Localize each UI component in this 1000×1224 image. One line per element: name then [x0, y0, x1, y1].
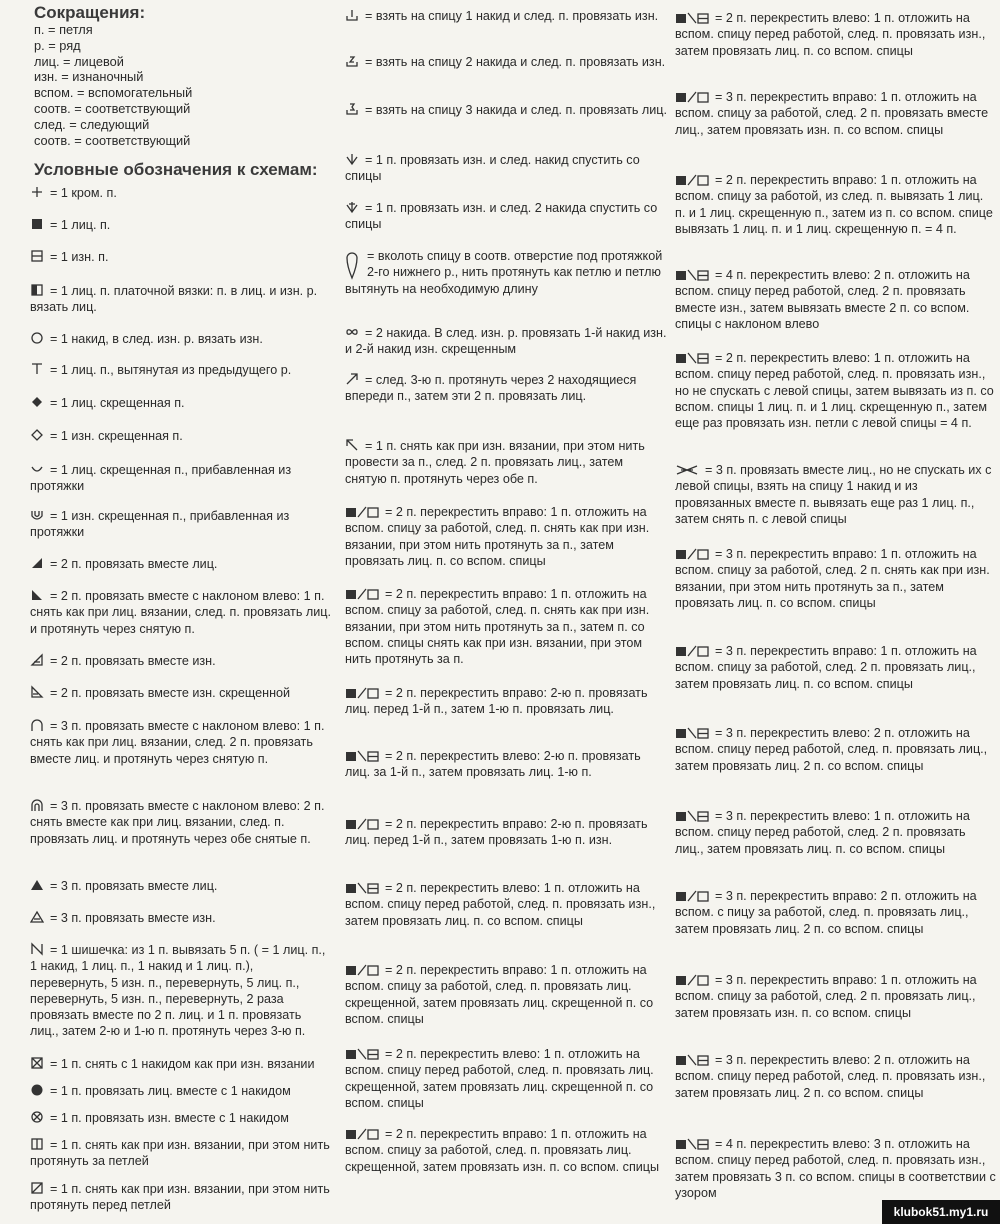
double-cup-icon: [30, 508, 44, 522]
legend-entry-text: = 1 лиц. п.: [50, 218, 111, 232]
legend-entry: [30, 362, 331, 378]
black-diamond-icon: [30, 395, 44, 409]
double-arch-icon: [30, 798, 44, 812]
legend-entry-text: = 1 накид, в след. изн. р. вязать изн.: [50, 332, 263, 346]
legend-entry-text: = 1 п. провязать изн. вместе с 1 накидом: [50, 1111, 289, 1125]
legend-entry-text: = 2 п. провязать вместе с наклоном влево: 1 п. снять как при лиц. вязании, след. п. провязать лиц. и протянуть через снятую п.: [30, 589, 331, 636]
legend-entry-text: = 3 п. перекрестить вправо: 1 п. отложить на вспом. спицу за работой, след. 2 п. провязать вместе лиц., затем провязать изн. п. со вспом. спицы: [675, 90, 989, 137]
cup-icon: [30, 462, 44, 476]
watermark: klubok51.my1.ru: [882, 1200, 1000, 1224]
legend-entry-text: = 1 лиц. п., вытянутая из предыдущего р.: [50, 363, 292, 377]
black-right-triangle-icon: [30, 556, 44, 570]
legend-entry: [30, 331, 331, 347]
abbreviation-item: след. = следующий: [34, 116, 150, 132]
legend-entry: [30, 217, 331, 233]
abbreviations-list: [34, 22, 192, 148]
legend-entry: [675, 888, 997, 937]
cross-left-icon: [675, 727, 709, 739]
legend-entry-text: = 2 п. перекрестить вправо: 1 п. отложить на вспом. спицу за работой, из след. п. вывязать 1 лиц. п. и 1 лиц. скрещенную п., затем из п. со вспом. спице вывязать 1 лиц. п. и 1 лиц. скрещенную п. = 4 п.: [675, 173, 993, 236]
legend-entry-text: = 2 п. перекрестить влево: 1 п. отложить на вспом. спицу перед работой, след. п. провязать изн., затем провязать лиц. п. со вспом. спицы: [345, 881, 656, 928]
legend-entry-text: = 2 п. перекрестить влево: 1 п. отложить на вспом. спицу перед работой, след. п. провязать изн., но не спускать с левой спицы, затем вывязать из п. со вспом. спицы 1 лиц. п. и 1 лиц. скрещенную п., затем еще раз провязать изн. петли с левой спицы = 4 п.: [675, 351, 994, 431]
cross-right-icon: [345, 588, 379, 600]
cross-right-icon: [345, 964, 379, 976]
legend-entry: [30, 1181, 331, 1214]
cross-right-icon: [675, 645, 709, 657]
legend-entry: [345, 152, 667, 185]
legend-entry-text: = 1 шишечка: из 1 п. вывязать 5 п. ( = 1 лиц. п., 1 накид, 1 лиц. п., 1 накид и 1 лиц. п.), перевернуть, 5 изн. п., перевернуть, 5 лиц. п., перевернуть, 5 изн. п., перевернуть, 2 раза провязать вместе по 2 п. лиц. и 1 п. провязать лиц., затем 2-ю и 1-ю п. протянуть через 3-ю п.: [30, 943, 326, 1039]
legend-entry-text: = 3 п. перекрестить вправо: 1 п. отложить на вспом. спицу за работой, след. 2 п. снять как при изн. вязании, при этом нить протянуть за п., затем провязать лиц. п. со вспом. спицы: [675, 547, 990, 610]
cross-left-icon: [675, 1054, 709, 1066]
legend-entry-text: = 2 п. перекрестить влево: 2-ю п. провязать лиц. за 1-й п., затем провязать лиц. 1-ю п.: [345, 749, 641, 780]
legend-entry: [30, 508, 331, 541]
legend-entry-text: = 1 п. провязать лиц. вместе с 1 накидом: [50, 1084, 291, 1098]
legend-entry-text: = 3 п. провязать вместе с наклоном влево: 1 п. снять как при лиц. вязании, след. 2 п. провязать вместе лиц. и протянуть через снятую п.: [30, 719, 325, 766]
legend-entry: [675, 172, 997, 237]
cross-right-icon: [675, 890, 709, 902]
legend-entry-text: = 3 п. перекрестить влево: 1 п. отложить на вспом. спицу перед работой, след. 2 п. провязать лиц., затем провязать лиц. п. со вспом. спицы: [675, 809, 970, 856]
white-right-triangle-icon: [30, 653, 44, 667]
arch-icon: [30, 718, 44, 732]
legend-entry-text: = 3 п. провязать вместе лиц., но не спускать их с левой спицы, взять на спицу 1 накид и из провязанных вместе п. вывязать еще раз 1 лиц. п., затем снять п. с левой спицы: [675, 463, 992, 526]
legend-entry-text: = вколоть спицу в соотв. отверстие под протяжкой 2-го нижнего р., нить протянуть как петлю и петлю вытянуть на необходимую длину: [345, 249, 663, 296]
cross-left-icon: [675, 810, 709, 822]
legend-entry-text: = 1 лиц. скрещенная п., прибавленная из протяжки: [30, 463, 292, 494]
legend-entry: [345, 880, 667, 929]
abbreviation-item: изн. = изнаночный: [34, 69, 144, 85]
cross-right-icon: [345, 818, 379, 830]
take-1-yo-icon: [345, 8, 359, 22]
cross-left-icon: [345, 750, 379, 762]
black-left-triangle-icon: [30, 588, 44, 602]
legend-entry: [345, 8, 667, 24]
legend-entry: [345, 200, 667, 233]
legend-entry: [675, 462, 997, 527]
legend-title: Условные обозначения к схемам:: [34, 160, 318, 179]
cross-right-icon: [675, 974, 709, 986]
bobble-icon: [30, 942, 44, 956]
legend-entry: [345, 438, 667, 487]
legend-entry-text: = 2 п. перекрестить вправо: 2-ю п. провязать лиц. перед 1-й п., затем провязать 1-ю п. изн.: [345, 817, 648, 848]
arrow-nw-icon: [345, 438, 359, 452]
cross-left-icon: [345, 882, 379, 894]
cross-left-icon: [675, 352, 709, 364]
abbreviation-item: лиц. = лицевой: [34, 53, 124, 69]
legend-entry: [345, 54, 667, 70]
legend-entry: [345, 748, 667, 781]
legend-entry-text: = 3 п. провязать вместе лиц.: [50, 879, 218, 893]
x-square-icon: [30, 1056, 44, 1070]
legend-entry: [30, 878, 331, 894]
abbreviation-item: вспом. = вспомогательный: [34, 85, 193, 101]
legend-entry: [675, 972, 997, 1021]
legend-entry-text: = 3 п. перекрестить влево: 2 п. отложить на вспом. спицу перед работой, след. п. провязать лиц., затем провязать лиц. 2 п. со вспом. спицы: [675, 726, 988, 773]
legend-entry-text: = 2 п. перекрестить вправо: 1 п. отложить на вспом. спицу за работой, след. п. снять как при изн. вязании, при этом нить протянуть за п., затем п. со вспом. спицы снять как при изн. вязании, при этом нить протянуть за п.: [345, 587, 650, 667]
legend-entry: [30, 653, 331, 669]
legend-entry: [345, 1126, 667, 1175]
legend-entry: [345, 586, 667, 667]
legend-entry-text: = 1 п. снять с 1 накидом как при изн. вязании: [50, 1057, 315, 1071]
legend-entry: [30, 1137, 331, 1170]
legend-entry: [345, 1046, 667, 1111]
legend-entry: [30, 910, 331, 926]
t-icon: [30, 362, 44, 376]
legend-entry: [30, 249, 331, 265]
legend-entry: [30, 462, 331, 495]
take-2-yo-icon: [345, 54, 359, 68]
abbreviation-item: соотв. = соответствующий: [34, 132, 191, 148]
white-diamond-icon: [30, 428, 44, 442]
legend-entry: [30, 185, 331, 201]
cross-x-icon: [675, 464, 699, 476]
take-3-yo-icon: [345, 102, 359, 116]
legend-entry: [30, 798, 331, 847]
legend-entry: [345, 372, 667, 405]
legend-entry: [675, 1052, 997, 1101]
legend-entry-text: = 1 лиц. скрещенная п.: [50, 396, 185, 410]
black-triangle-icon: [30, 878, 44, 892]
abbreviation-item: р. = ряд: [34, 37, 81, 53]
legend-entry: [30, 1056, 331, 1072]
legend-entry-text: = 2 п. перекрестить влево: 1 п. отложить на вспом. спицу перед работой, след. п. провязать изн., затем провязать лиц. п. со вспом. спицы: [675, 11, 986, 58]
legend-entry-text: = взять на спицу 3 накида и след. п. провязать лиц.: [365, 103, 667, 117]
legend-entry: [675, 643, 997, 692]
legend-entry: [675, 10, 997, 59]
legend-entry: [675, 350, 997, 431]
legend-entry-text: = 3 п. провязать вместе с наклоном влево: 2 п. снять вместе как при лиц. вязании, след. п. провязать лиц. и протянуть через обе снятые п.: [30, 799, 325, 846]
cross-left-icon: [345, 1048, 379, 1060]
legend-entry: [30, 1110, 331, 1126]
drop-2-icon: [345, 200, 359, 214]
legend-entry-text: = 2 п. перекрестить вправо: 2-ю п. провязать лиц. перед 1-й п., затем 1-ю п. провязать лиц.: [345, 686, 648, 717]
abbreviations-block: [34, 3, 192, 148]
infinity-icon: [345, 325, 359, 339]
abbreviations-title: Сокращения:: [34, 3, 146, 22]
legend-entry: [30, 556, 331, 572]
legend-entry: [675, 546, 997, 611]
plus-icon: [30, 185, 44, 199]
legend-entry-text: = 1 п. снять как при изн. вязании, при этом нить протянуть за петлей: [30, 1138, 330, 1169]
legend-entry-text: = взять на спицу 2 накида и след. п. провязать изн.: [365, 55, 666, 69]
white-left-triangle-icon: [30, 685, 44, 699]
white-triangle-icon: [30, 910, 44, 924]
legend-entry: [675, 808, 997, 857]
legend-entry: [345, 325, 667, 358]
legend-entry-text: = 1 изн. скрещенная п., прибавленная из протяжки: [30, 509, 290, 540]
legend-entry-text: = 1 изн. скрещенная п.: [50, 429, 183, 443]
cross-left-icon: [675, 12, 709, 24]
legend-entry: [345, 248, 667, 297]
legend-entry-text: = 2 п. провязать вместе лиц.: [50, 557, 218, 571]
drop-1-icon: [345, 152, 359, 166]
legend-entry-text: = 2 п. провязать вместе изн.: [50, 654, 216, 668]
legend-entry-text: = 3 п. перекрестить влево: 2 п. отложить на вспом. спицу перед работой, след. п. провязать изн., затем провязать лиц. 2 п. со вспом. спицы: [675, 1053, 986, 1100]
legend-entry-text: = 1 изн. п.: [50, 250, 109, 264]
cross-right-icon: [675, 91, 709, 103]
abbreviation-item: соотв. = соответствующий: [34, 100, 191, 116]
legend-entry: [675, 89, 997, 138]
legend-entry-text: = след. 3-ю п. протянуть через 2 находящиеся впереди п., затем эти 2 п. провязать лиц.: [345, 373, 637, 404]
legend-entry-text: = 2 п. перекрестить вправо: 1 п. отложить на вспом. спицу за работой, след. п. провязать лиц. скрещенной, затем провязать изн. п. со вспом. спицы: [345, 1127, 660, 1174]
legend-entry: [30, 685, 331, 701]
legend-entry: [30, 428, 331, 444]
legend-entry: [675, 1136, 997, 1201]
legend-entry-text: = 2 накида. В след. изн. р. провязать 1-й накид изн. и 2-й накид изн. скрещенным: [345, 326, 667, 357]
cross-right-icon: [345, 687, 379, 699]
x-circle-icon: [30, 1110, 44, 1124]
arrow-ne-icon: [345, 372, 359, 386]
legend-entry: [675, 725, 997, 774]
legend-entry-text: = 2 п. перекрестить влево: 1 п. отложить на вспом. спицу перед работой, след. п. провязать лиц. скрещенной, затем провязать лиц. скрещенной п. со вспом. спицы: [345, 1047, 654, 1110]
circle-icon: [30, 331, 44, 345]
legend-entry: [30, 942, 331, 1040]
cross-right-icon: [675, 174, 709, 186]
legend-entry-text: = 1 п. снять как при изн. вязании, при этом нить протянуть перед петлей: [30, 1182, 330, 1213]
legend-entry-text: = 4 п. перекрестить влево: 3 п. отложить на вспом. спицу перед работой, след. п. провязать изн., затем провязать 3 п. со вспом. спицы в соответствии с узором: [675, 1137, 996, 1200]
legend-entry-text: = 2 п. перекрестить вправо: 1 п. отложить на вспом. спицу за работой, след. п. снять как при изн. вязании, при этом нить протянуть за п., затем провязать лиц. п. со вспом. спицы: [345, 505, 650, 568]
legend-entry-text: = 3 п. провязать вместе изн.: [50, 911, 216, 925]
cross-right-icon: [675, 548, 709, 560]
legend-entry-text: = 1 кром. п.: [50, 186, 117, 200]
legend-entry-text: = 2 п. перекрестить вправо: 1 п. отложить на вспом. спицу за работой, след. п. провязать лиц. скрещенной, затем провязать лиц. скрещенной п. со вспом. спицы: [345, 963, 654, 1026]
legend-entry: [30, 395, 331, 411]
legend-entry: [30, 718, 331, 767]
legend-entry: [345, 816, 667, 849]
legend-entry: [345, 685, 667, 718]
black-circle-icon: [30, 1083, 44, 1097]
legend-entry-text: = 1 лиц. п. платочной вязки: п. в лиц. и изн. р. вязать лиц.: [30, 284, 318, 315]
cross-left-icon: [675, 269, 709, 281]
legend-entry-text: = 3 п. перекрестить вправо: 1 п. отложить на вспом. спицу за работой, след. 2 п. провязать лиц., затем провязать изн. п. со вспом. спицы: [675, 973, 977, 1020]
legend-entry-text: = 2 п. провязать вместе изн. скрещенной: [50, 686, 291, 700]
legend-entry: [30, 283, 331, 316]
cross-left-icon: [675, 1138, 709, 1150]
legend-entry-text: = 1 п. провязать изн. и след. 2 накида спустить со спицы: [345, 201, 658, 232]
legend-entry-text: = 1 п. снять как при изн. вязании, при этом нить провести за п., след. 2 п. провязать лиц., затем снятую п. протянуть через обе п.: [345, 439, 645, 486]
bar-square-icon: [30, 1137, 44, 1151]
legend-entry: [30, 588, 331, 637]
legend-entry-text: = взять на спицу 1 накид и след. п. провязать изн.: [365, 9, 659, 23]
legend-entry: [345, 102, 667, 118]
cross-right-icon: [345, 506, 379, 518]
legend-entry: [675, 267, 997, 332]
legend-entry: [30, 1083, 331, 1099]
legend-entry-text: = 4 п. перекрестить влево: 2 п. отложить на вспом. спицу перед работой, след. 2 п. провязать вместе изн., затем вывязать вместе 2 п. со вспом. спицы с наклоном влево: [675, 268, 970, 331]
legend-entry: [345, 504, 667, 569]
legend-entry-text: = 3 п. перекрестить вправо: 1 п. отложить на вспом. спицу за работой, след. 2 п. провязать лиц., затем провязать лиц. п. со вспом. спицы: [675, 644, 977, 691]
legend-entry: [345, 962, 667, 1027]
half-black-square-icon: [30, 283, 44, 297]
abbreviation-item: п. = петля: [34, 22, 93, 37]
legend-entry-text: = 1 п. провязать изн. и след. накид спустить со спицы: [345, 153, 640, 184]
cross-right-icon: [345, 1128, 379, 1140]
black-square-icon: [30, 217, 44, 231]
legend-entry-text: = 3 п. перекрестить вправо: 2 п. отложить на вспом. с пицу за работой, след. п. провязать лиц., затем провязать лиц. 2 п. со вспом. спицы: [675, 889, 977, 936]
drop-shape-icon: [345, 250, 359, 280]
slash-square-icon: [30, 1181, 44, 1195]
square-dash-icon: [30, 249, 44, 263]
